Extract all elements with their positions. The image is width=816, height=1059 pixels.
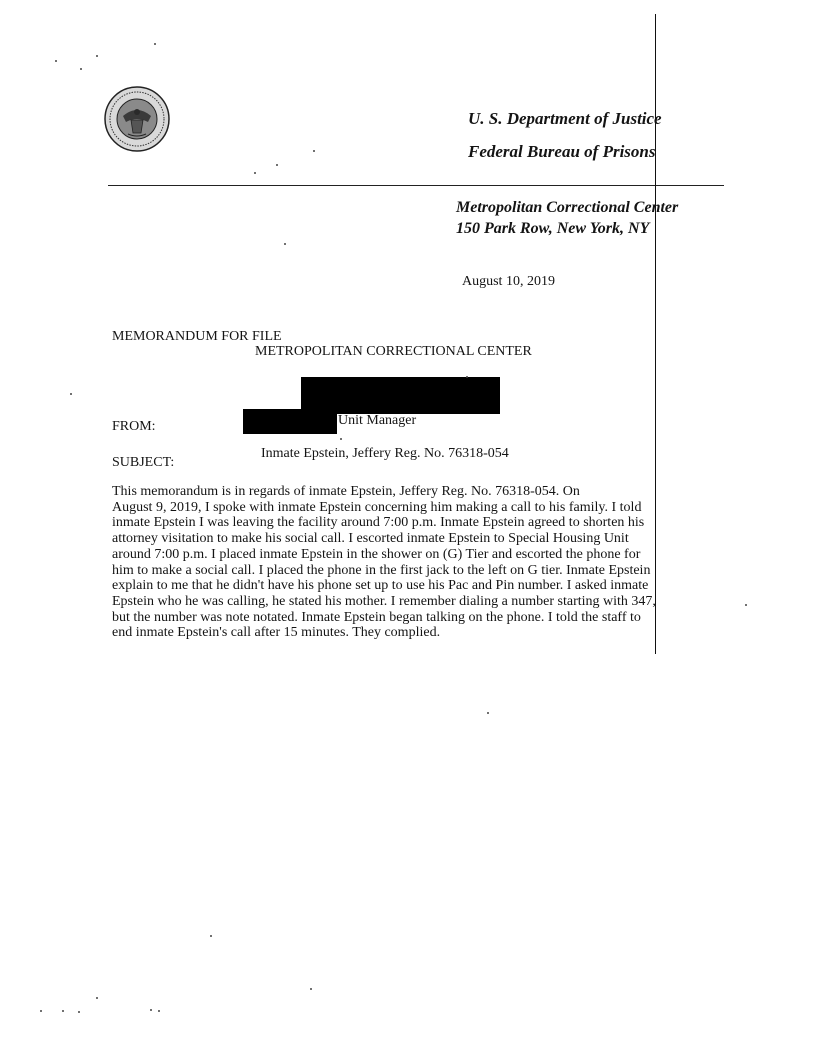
scan-speck xyxy=(158,1010,160,1012)
scan-speck xyxy=(340,438,342,440)
scan-speck xyxy=(80,68,82,70)
scan-speck xyxy=(210,935,212,937)
scan-speck xyxy=(276,164,278,166)
scan-speck xyxy=(154,43,156,45)
scan-speck xyxy=(313,150,315,152)
scan-speck xyxy=(745,604,747,606)
scan-speck xyxy=(55,60,57,62)
body-line: This memorandum is in regards of inmate Epstein, Jeffery Reg. No. 76318-054. On xyxy=(112,484,580,499)
body-line: around 7:00 p.m. I placed inmate Epstein in the shower on (G) Tier and escorted the phone for xyxy=(112,546,641,562)
body-line: end inmate Epstein's call after 15 minutes. They complied. xyxy=(112,625,441,641)
scan-crease-line xyxy=(655,14,656,654)
scan-speck xyxy=(96,55,98,57)
body-line: him to make a social call. I placed the phone in the first jack to the left on G tier. Inmate Epstein xyxy=(112,562,651,578)
facility-address: 150 Park Row, New York, NY xyxy=(456,220,650,237)
memo-date: August 10, 2019 xyxy=(462,274,555,289)
subject-value: Inmate Epstein, Jeffery Reg. No. 76318-054 xyxy=(261,446,509,461)
letterhead-divider xyxy=(108,185,724,186)
scan-speck xyxy=(254,172,256,174)
department-of-justice-seal xyxy=(104,86,170,152)
scan-speck xyxy=(62,1010,64,1012)
subject-label: SUBJECT: xyxy=(112,455,175,470)
body-line: but the number was note notated. Inmate Epstein began talking on the phone. I told the staff to xyxy=(112,609,641,625)
agency-name: U. S. Department of Justice xyxy=(468,109,662,128)
scan-speck xyxy=(284,243,286,245)
body-line: August 9, 2019, I spoke with inmate Epstein concerning him making a call to his family. I told xyxy=(112,499,642,515)
scan-speck xyxy=(96,997,98,999)
from-label: FROM: xyxy=(112,419,156,434)
memo-subheading: METROPOLITAN CORRECTIONAL CENTER xyxy=(255,344,532,359)
body-line: inmate Epstein I was leaving the facility around 7:00 p.m. Inmate Epstein agreed to shorten his xyxy=(112,515,645,531)
redaction-block xyxy=(243,409,337,434)
facility-name: Metropolitan Correctional Center xyxy=(456,199,679,216)
scan-speck xyxy=(487,712,489,714)
scan-speck xyxy=(310,988,312,990)
scan-speck xyxy=(70,393,72,395)
body-line: Epstein who he was calling, he stated his mother. I remember dialing a number starting with 347, xyxy=(112,593,656,609)
scan-speck xyxy=(150,1009,152,1011)
bureau-name: Federal Bureau of Prisons xyxy=(468,142,656,161)
scan-speck xyxy=(78,1011,80,1013)
scan-speck xyxy=(466,376,468,378)
body-line: attorney visitation to make his social call. I escorted inmate Epstein to Special Housing Unit xyxy=(112,531,629,547)
sender-title: Unit Manager xyxy=(338,413,417,428)
memo-heading: MEMORANDUM FOR FILE xyxy=(112,329,282,344)
body-line: explain to me that he didn't have his phone set up to use his Pac and Pin number. I asked inmate xyxy=(112,578,649,594)
scan-speck xyxy=(40,1010,42,1012)
memo-body xyxy=(112,484,677,641)
